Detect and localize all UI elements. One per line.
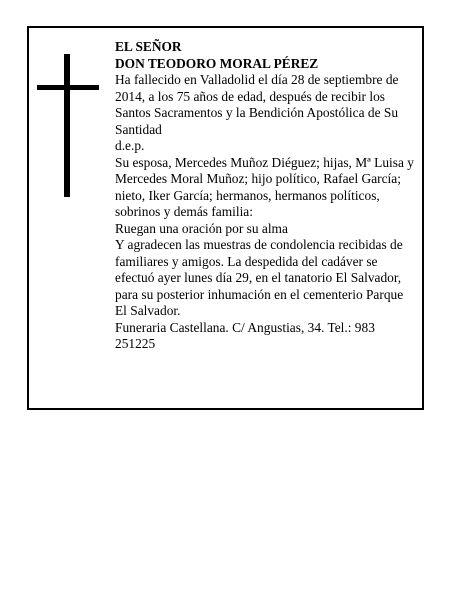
heading-title: EL SEÑOR — [115, 39, 182, 54]
obituary-text — [115, 39, 415, 353]
cross-vertical-bar — [64, 54, 70, 197]
thanks-paragraph: Y agradecen las muestras de condolencia recibidas de familiares y amigos. La despedida del cadáver se efectuó ayer lunes día 29, en el tanatorio El Salvador, para su posterior inhumación en el cementerio Parque El Salvador. — [115, 237, 404, 318]
funeral-home-info: Funeraria Castellana. C/ Angustias, 34. Tel.: 983 251225 — [115, 319, 375, 351]
deceased-name: DON TEODORO MORAL PÉREZ — [115, 55, 319, 71]
family-paragraph: Su esposa, Mercedes Muñoz Diéguez; hijas, Mª Luisa y Mercedes Moral Muñoz; hijo político, Rafael García; nieto, Iker García; hermanos, hermanos políticos, sobrinos y demás familia: — [115, 154, 414, 219]
prayer-request: Ruegan una oración por su alma — [115, 220, 288, 236]
dep-text: d.e.p. — [115, 138, 145, 153]
cross-icon — [37, 54, 99, 197]
death-info-paragraph: Ha fallecido en Valladolid el día 28 de septiembre de 2014, a los 75 años de edad, después de recibir los Santos Sacramentos y la Bendición Apostólica de Su Santidad — [115, 72, 399, 137]
cross-horizontal-bar — [37, 85, 99, 90]
